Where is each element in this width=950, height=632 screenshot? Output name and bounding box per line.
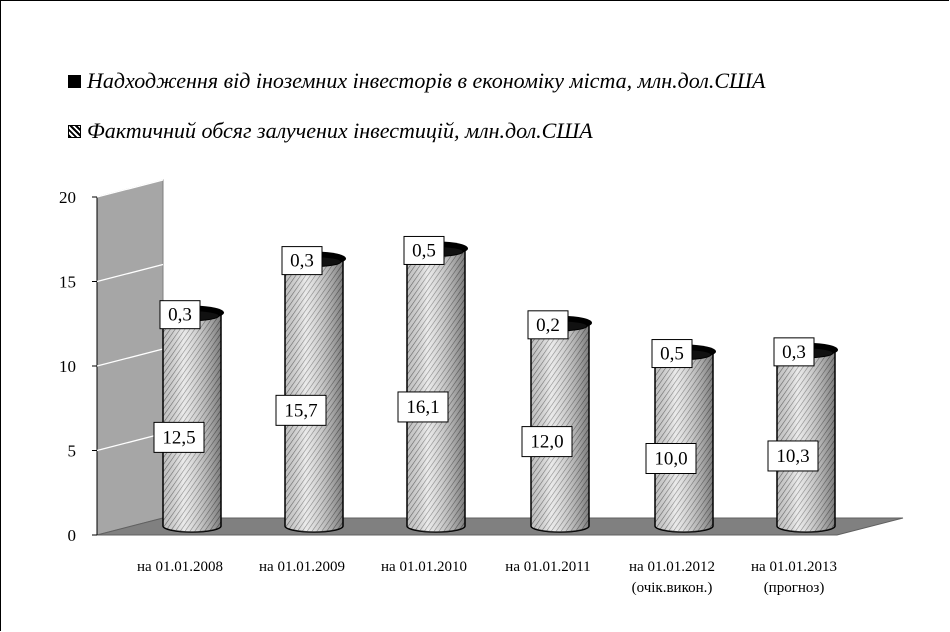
data-label-foreign: 0,3 xyxy=(782,341,806,363)
x-tick-label: на 01.01.2009 xyxy=(259,559,345,575)
data-label-investments: 10,3 xyxy=(776,445,810,467)
y-tick-label: 10 xyxy=(59,357,76,376)
y-tick-label: 20 xyxy=(59,188,76,207)
y-tick-label: 15 xyxy=(59,272,76,292)
x-tick-label: на 01.01.2012 xyxy=(629,559,715,575)
x-tick-label: на 01.01.2011 xyxy=(505,559,591,575)
data-label-foreign: 0,2 xyxy=(536,314,560,336)
bar-shading xyxy=(655,354,713,532)
data-label-investments: 12,0 xyxy=(530,431,564,453)
y-tick-label: 5 xyxy=(67,441,76,461)
data-label-foreign: 0,3 xyxy=(168,304,192,326)
data-label-foreign: 0,5 xyxy=(412,240,436,262)
data-label-investments: 16,1 xyxy=(406,396,440,418)
data-label-foreign: 0,3 xyxy=(290,250,314,272)
x-tick-label: на 01.01.2008 xyxy=(137,559,223,575)
y-tick-label: 0 xyxy=(67,526,76,545)
data-label-investments: 10,0 xyxy=(654,448,688,470)
legend-label: Фактичний обсяг залучених інвестицій, млн.дол.США xyxy=(87,118,593,143)
bar-shading xyxy=(407,250,465,532)
data-label-foreign: 0,5 xyxy=(660,343,684,365)
data-label-investments: 12,5 xyxy=(162,427,196,449)
x-tick-label: на 01.01.2010 xyxy=(381,559,467,575)
x-tick-label: (очік.викон.) xyxy=(631,580,713,596)
x-tick-label: на 01.01.2013 xyxy=(751,559,837,575)
data-label-investments: 15,7 xyxy=(284,400,318,422)
legend-label: Надходження від іноземних інвесторів в економіку міста, млн.дол.США xyxy=(87,68,766,93)
x-tick-label: (прогноз) xyxy=(763,580,825,596)
